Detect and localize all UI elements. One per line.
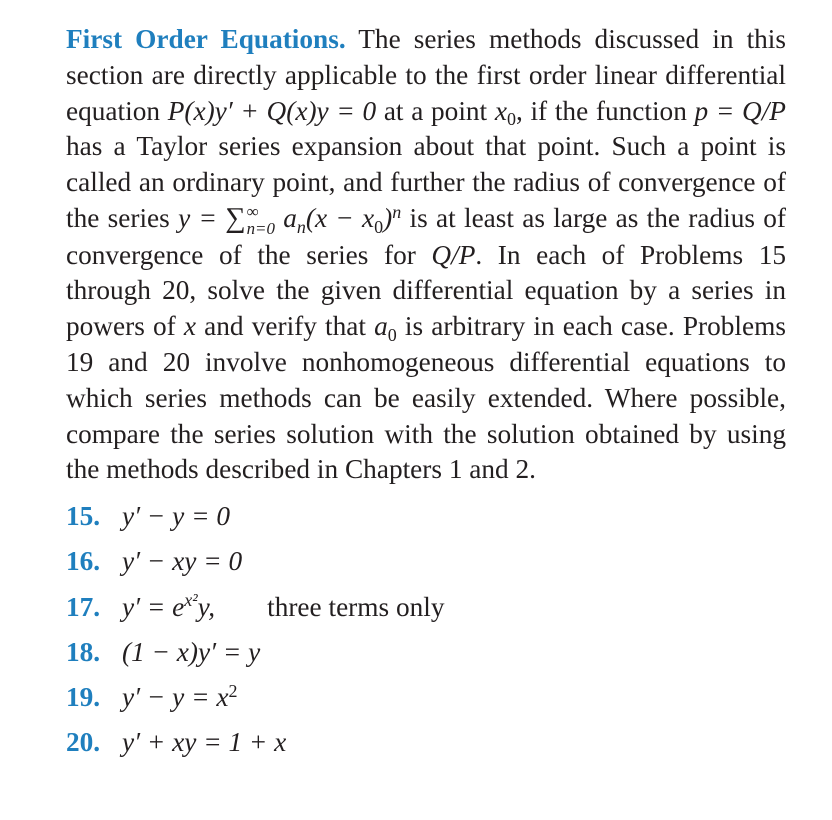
text-run: and verify that [196, 311, 375, 342]
ratio-qp: Q/P [431, 239, 476, 270]
text-run: . In each of Problems 15 through 20, solve the given differential equation by a series in powers of [66, 239, 786, 342]
text-run: at a point [376, 95, 495, 126]
problem-equation: y′ + xy = 1 + x [122, 727, 287, 758]
problem-item [66, 675, 786, 720]
text-run: , if the function [515, 95, 695, 126]
text-run: The series methods discussed in this section are directly applicable to the first order linear differential equation [66, 24, 787, 126]
problem-number: 17. [66, 591, 101, 622]
point-x0: $x_0$ [494, 95, 516, 130]
series-formula: y = ∑ ∞ n=0 $a_n(x - x_0)^n$ [178, 201, 402, 238]
problem-item [66, 630, 786, 675]
text-run: is at least as large as the radius of convergence of the series for [66, 202, 786, 270]
problem-list [66, 494, 786, 765]
problem-note: three terms only [267, 591, 445, 622]
text-run: has a Taylor series expansion about that point. Such a point is called an ordinary point, and further the radius of convergence of the series [66, 131, 786, 233]
problem-number: 20. [66, 727, 101, 758]
summation-sign: ∑ ∞ n=0 [225, 201, 275, 238]
equation-general: P(x)y′ + Q(x)y = 0 [167, 95, 377, 126]
intro-paragraph [66, 22, 786, 488]
problem-number: 18. [66, 636, 101, 667]
section-heading: First Order Equations. [66, 24, 346, 54]
variable-x: x [183, 311, 196, 342]
problem-equation: $y' - y = x^2$ [122, 680, 238, 712]
problem-equation: (1 − x)y′ = y [122, 636, 261, 667]
problem-number: 15. [66, 501, 101, 532]
problem-equation: y′ − y = 0 [122, 501, 230, 532]
problem-item [66, 720, 786, 765]
problem-number: 19. [66, 681, 101, 712]
coefficient-a0: $a_0$ [374, 311, 397, 345]
ratio-p: p = Q/P [694, 95, 786, 126]
problem-item [66, 539, 786, 584]
problem-equation: y′ − xy = 0 [122, 546, 243, 577]
problem-item [66, 494, 786, 539]
document-page [66, 22, 786, 765]
problem-item [66, 585, 786, 630]
text-run: is arbitrary in each case. Problems 19 and 20 involve nonhomogeneous differential equations to which series methods can be easily extended. Where possible, compare the series solution with the solution obtained by using the methods described in Chapters 1 and 2. [66, 311, 786, 485]
problem-number: 16. [66, 546, 101, 577]
problem-equation: $y' = e^{x^2}y$, [122, 590, 216, 622]
